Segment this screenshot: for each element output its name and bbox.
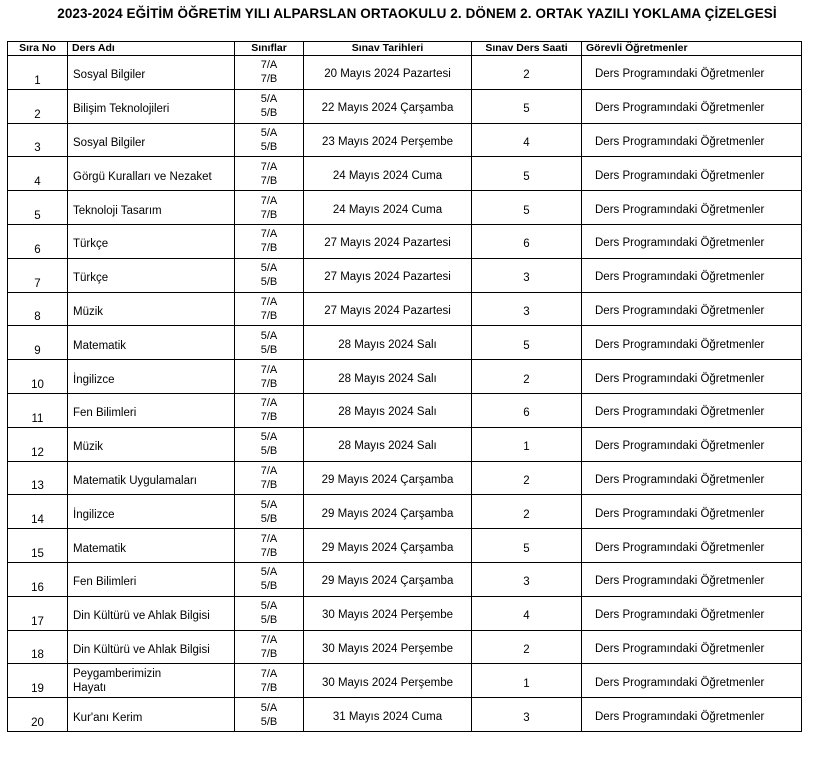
cell-tarih: 22 Mayıs 2024 Çarşamba [304,89,472,123]
table-row [8,596,802,630]
cell-ogretmen: Ders Programındaki Öğretmenler [582,495,802,529]
cell-no: 7 [8,258,68,292]
cell-sinif [235,495,304,529]
cell-sinif-b: 5/B [260,343,278,356]
cell-no: 17 [8,596,68,630]
cell-tarih: 20 Mayıs 2024 Pazartesi [304,56,472,90]
cell-ders: Din Kültürü ve Ahlak Bilgisi [68,596,235,630]
table-row [8,224,802,258]
cell-sinif-b: 7/B [260,681,278,694]
table-row [8,56,802,90]
cell-ogretmen: Ders Programındaki Öğretmenler [582,326,802,360]
cell-sinif [235,258,304,292]
cell-ogretmen: Ders Programındaki Öğretmenler [582,224,802,258]
cell-saat: 5 [472,326,582,360]
cell-sinif-a: 5/A [260,262,278,275]
cell-sinif [235,292,304,326]
header-ders: Ders Adı [68,42,235,56]
cell-ogretmen: Ders Programındaki Öğretmenler [582,529,802,563]
cell-sinif-b: 5/B [260,580,278,593]
cell-ders: Müzik [68,292,235,326]
cell-saat: 3 [472,698,582,732]
cell-sinif-a: 7/A [260,464,278,477]
cell-sinif-a: 5/A [260,126,278,139]
cell-ogretmen: Ders Programındaki Öğretmenler [582,393,802,427]
cell-tarih: 28 Mayıs 2024 Salı [304,393,472,427]
cell-tarih: 29 Mayıs 2024 Çarşamba [304,562,472,596]
cell-no: 18 [8,630,68,664]
cell-tarih: 27 Mayıs 2024 Pazartesi [304,224,472,258]
cell-saat: 4 [472,596,582,630]
cell-sinif [235,191,304,225]
cell-ogretmen: Ders Programındaki Öğretmenler [582,360,802,394]
cell-no: 3 [8,123,68,157]
cell-saat: 3 [472,258,582,292]
cell-no: 2 [8,89,68,123]
cell-ders: Türkçe [68,258,235,292]
cell-sinif-b: 7/B [260,546,278,559]
table-row [8,427,802,461]
cell-sinif-a: 5/A [260,329,278,342]
cell-sinif [235,698,304,732]
cell-sinif-a: 7/A [260,363,278,376]
cell-sinif-a: 7/A [260,194,278,207]
cell-ogretmen: Ders Programındaki Öğretmenler [582,56,802,90]
cell-tarih: 24 Mayıs 2024 Cuma [304,157,472,191]
cell-ogretmen: Ders Programındaki Öğretmenler [582,630,802,664]
cell-saat: 4 [472,123,582,157]
cell-no: 12 [8,427,68,461]
cell-ders: Kur'anı Kerim [68,698,235,732]
cell-saat: 2 [472,461,582,495]
cell-no: 6 [8,224,68,258]
header-no: Sıra No [8,42,68,56]
cell-saat: 6 [472,224,582,258]
cell-sinif [235,360,304,394]
cell-saat: 3 [472,562,582,596]
cell-tarih: 29 Mayıs 2024 Çarşamba [304,495,472,529]
cell-sinif [235,529,304,563]
cell-sinif-a: 7/A [260,532,278,545]
cell-ders: Matematik [68,326,235,360]
cell-sinif-a: 7/A [260,397,278,410]
cell-sinif [235,664,304,698]
cell-saat: 6 [472,393,582,427]
cell-no: 9 [8,326,68,360]
table-row [8,191,802,225]
cell-sinif-a: 5/A [260,431,278,444]
cell-saat: 3 [472,292,582,326]
cell-ders: Sosyal Bilgiler [68,56,235,90]
cell-no: 10 [8,360,68,394]
table-row [8,326,802,360]
exam-schedule-table [7,41,802,732]
cell-sinif-a: 5/A [260,498,278,511]
cell-tarih: 31 Mayıs 2024 Cuma [304,698,472,732]
cell-sinif-b: 5/B [260,512,278,525]
cell-ogretmen: Ders Programındaki Öğretmenler [582,562,802,596]
cell-sinif [235,630,304,664]
cell-sinif-a: 7/A [260,667,278,680]
cell-sinif-b: 5/B [260,140,278,153]
cell-ders-line1: Peygamberimizin [73,667,162,680]
cell-sinif-a: 7/A [260,59,278,72]
cell-ogretmen: Ders Programındaki Öğretmenler [582,258,802,292]
header-row [8,42,802,56]
cell-sinif [235,56,304,90]
cell-tarih: 28 Mayıs 2024 Salı [304,360,472,394]
cell-no: 16 [8,562,68,596]
cell-no: 15 [8,529,68,563]
cell-tarih: 29 Mayıs 2024 Çarşamba [304,461,472,495]
cell-saat: 5 [472,529,582,563]
cell-ogretmen: Ders Programındaki Öğretmenler [582,698,802,732]
cell-sinif-b: 7/B [260,647,278,660]
header-tarih: Sınav Tarihleri [304,42,472,56]
cell-saat: 1 [472,664,582,698]
table-row [8,393,802,427]
cell-sinif [235,224,304,258]
cell-sinif-b: 7/B [260,377,278,390]
page-title: 2023-2024 EĞİTİM ÖĞRETİM YILI ALPARSLAN ORTAOKULU 2. DÖNEM 2. ORTAK YAZILI YOKLAMA ÇİZELGESİ [57,6,777,21]
cell-sinif [235,326,304,360]
cell-ders-line2: Hayatı [73,681,107,694]
cell-ogretmen: Ders Programındaki Öğretmenler [582,89,802,123]
cell-sinif-b: 5/B [260,276,278,289]
cell-no: 11 [8,393,68,427]
cell-sinif-a: 5/A [260,600,278,613]
cell-sinif-b: 5/B [260,107,278,120]
cell-sinif-a: 7/A [260,633,278,646]
cell-ders: Matematik [68,529,235,563]
cell-sinif [235,427,304,461]
cell-ders: Matematik Uygulamaları [68,461,235,495]
cell-sinif-a: 5/A [260,566,278,579]
cell-tarih: 30 Mayıs 2024 Perşembe [304,596,472,630]
cell-no: 13 [8,461,68,495]
cell-ogretmen: Ders Programındaki Öğretmenler [582,596,802,630]
cell-sinif-b: 7/B [260,478,278,491]
cell-sinif-b: 7/B [260,309,278,322]
cell-tarih: 28 Mayıs 2024 Salı [304,326,472,360]
table-row [8,529,802,563]
cell-saat: 5 [472,89,582,123]
table-row [8,360,802,394]
cell-ders: Türkçe [68,224,235,258]
cell-sinif-b: 5/B [260,614,278,627]
cell-ders: Sosyal Bilgiler [68,123,235,157]
cell-sinif-b: 5/B [260,715,278,728]
cell-saat: 2 [472,360,582,394]
cell-ders: Teknoloji Tasarım [68,191,235,225]
cell-ogretmen: Ders Programındaki Öğretmenler [582,292,802,326]
cell-tarih: 27 Mayıs 2024 Pazartesi [304,258,472,292]
cell-ders: Görgü Kuralları ve Nezaket [68,157,235,191]
cell-tarih: 23 Mayıs 2024 Perşembe [304,123,472,157]
cell-ogretmen: Ders Programındaki Öğretmenler [582,461,802,495]
table-row [8,292,802,326]
cell-no: 4 [8,157,68,191]
table-row [8,123,802,157]
cell-tarih: 24 Mayıs 2024 Cuma [304,191,472,225]
cell-no: 1 [8,56,68,90]
table-row [8,89,802,123]
cell-tarih: 27 Mayıs 2024 Pazartesi [304,292,472,326]
cell-ogretmen: Ders Programındaki Öğretmenler [582,157,802,191]
header-ogretmen: Görevli Öğretmenler [582,42,802,56]
table-row [8,562,802,596]
cell-sinif [235,89,304,123]
table-row [8,157,802,191]
cell-saat: 2 [472,56,582,90]
cell-ogretmen: Ders Programındaki Öğretmenler [582,123,802,157]
cell-saat: 1 [472,427,582,461]
cell-ders: Müzik [68,427,235,461]
cell-sinif-b: 7/B [260,73,278,86]
table-row [8,258,802,292]
table-row [8,495,802,529]
cell-ders: Fen Bilimleri [68,393,235,427]
cell-ders: İngilizce [68,360,235,394]
cell-saat: 5 [472,157,582,191]
cell-sinif [235,123,304,157]
header-saat: Sınav Ders Saati [472,42,582,56]
cell-ders: Bilişim Teknolojileri [68,89,235,123]
cell-tarih: 30 Mayıs 2024 Perşembe [304,630,472,664]
cell-sinif-b: 7/B [260,208,278,221]
table-row [8,698,802,732]
cell-sinif [235,562,304,596]
cell-saat: 5 [472,191,582,225]
cell-ders: Din Kültürü ve Ahlak Bilgisi [68,630,235,664]
cell-ders: Fen Bilimleri [68,562,235,596]
cell-ogretmen: Ders Programındaki Öğretmenler [582,191,802,225]
cell-sinif-b: 7/B [260,174,278,187]
cell-saat: 2 [472,495,582,529]
cell-ders [68,664,235,698]
table-row [8,630,802,664]
cell-no: 19 [8,664,68,698]
cell-no: 20 [8,698,68,732]
table-body [8,56,802,732]
header-sinif: Sınıflar [235,42,304,56]
cell-sinif-a: 7/A [260,160,278,173]
cell-ogretmen: Ders Programındaki Öğretmenler [582,664,802,698]
cell-no: 14 [8,495,68,529]
cell-tarih: 30 Mayıs 2024 Perşembe [304,664,472,698]
cell-sinif-b: 7/B [260,242,278,255]
cell-ogretmen: Ders Programındaki Öğretmenler [582,427,802,461]
cell-sinif-a: 5/A [260,93,278,106]
cell-sinif-a: 7/A [260,228,278,241]
cell-sinif-a: 5/A [260,701,278,714]
cell-sinif-b: 7/B [260,411,278,424]
cell-tarih: 28 Mayıs 2024 Salı [304,427,472,461]
cell-no: 5 [8,191,68,225]
cell-sinif-a: 7/A [260,295,278,308]
cell-sinif [235,393,304,427]
table-row [8,461,802,495]
cell-sinif [235,157,304,191]
cell-tarih: 29 Mayıs 2024 Çarşamba [304,529,472,563]
cell-ders: İngilizce [68,495,235,529]
table-row [8,664,802,698]
cell-sinif-b: 5/B [260,445,278,458]
cell-sinif [235,596,304,630]
cell-no: 8 [8,292,68,326]
cell-saat: 2 [472,630,582,664]
cell-sinif [235,461,304,495]
